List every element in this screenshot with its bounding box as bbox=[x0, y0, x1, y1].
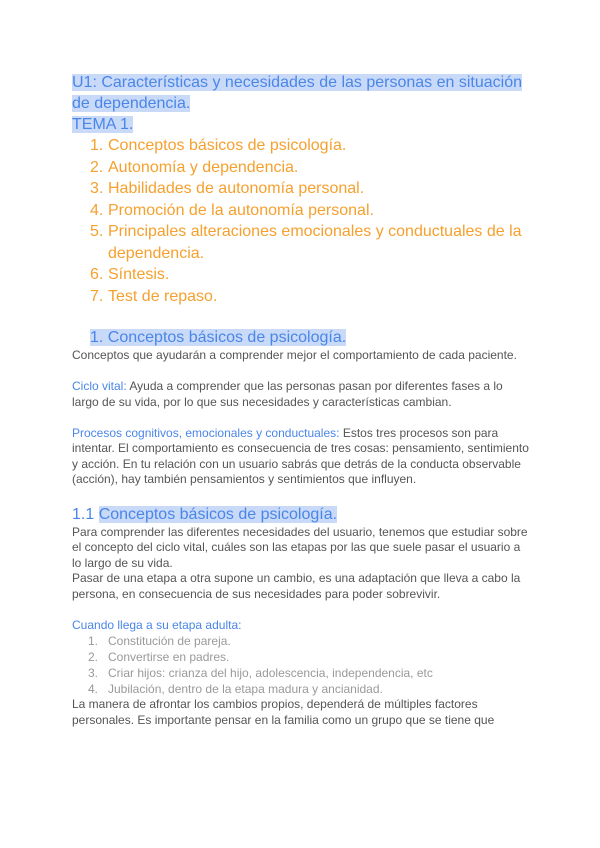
toc-item bbox=[72, 135, 532, 157]
procesos-paragraph bbox=[72, 426, 532, 488]
section-1-1-paragraph-2: Pasar de una etapa a otra supone un cambio, es una adaptación que lleva a cabo la persona, en consecuencia de sus necesidades para poder sobrevivir. bbox=[72, 571, 521, 601]
toc-item-label: Test de repaso. bbox=[108, 287, 218, 305]
toc-item-number: 2. bbox=[90, 158, 104, 176]
tema-label-text: TEMA 1. bbox=[72, 116, 134, 133]
toc-item-label: Promoción de la autonomía personal. bbox=[108, 201, 374, 219]
toc-item bbox=[72, 200, 532, 222]
list-item bbox=[72, 633, 532, 649]
ciclo-vital-term: Ciclo vital: bbox=[72, 379, 127, 393]
document-title-text: U1: Características y necesidades de las personas en situación de dependencia. bbox=[72, 74, 523, 112]
list-item-number: 4. bbox=[88, 682, 99, 696]
section-1-1-paragraph-1: Para comprender las diferentes necesidades del usuario, tenemos que estudiar sobre el concepto del ciclo vital, cuáles son las etapas por las que suele pasar el usuario a lo largo de su vida. bbox=[72, 524, 528, 570]
toc-item-label: Principales alteraciones emocionales y conductuales de la dependencia. bbox=[108, 223, 522, 262]
section-1-intro: Conceptos que ayudarán a comprender mejor el comportamiento de cada paciente. bbox=[72, 348, 517, 362]
tema-label bbox=[72, 114, 532, 135]
list-item-label: Constitución de pareja. bbox=[108, 634, 231, 648]
toc-item-number: 6. bbox=[90, 266, 104, 283]
spacer bbox=[72, 410, 532, 426]
toc-item-label: Síntesis. bbox=[108, 266, 170, 283]
toc-item bbox=[72, 157, 532, 179]
adult-stage-list bbox=[72, 633, 532, 697]
adult-stage-heading: Cuando llega a su etapa adulta: bbox=[72, 617, 242, 632]
toc-item bbox=[72, 221, 532, 264]
toc-item-number: 4. bbox=[90, 201, 104, 219]
toc-item-label: Conceptos básicos de psicología. bbox=[108, 137, 347, 154]
section-1-heading-text: 1. Conceptos básicos de psicología. bbox=[90, 329, 347, 346]
procesos-term: Procesos cognitivos, emocionales y conductuales: bbox=[72, 425, 340, 440]
list-item-label: Convertirse en padres. bbox=[108, 650, 230, 664]
toc-item-number: 7. bbox=[90, 287, 104, 305]
section-1-heading bbox=[72, 327, 532, 348]
list-item-number: 1. bbox=[88, 634, 99, 648]
section-1-1-heading-text: Conceptos básicos de psicología. bbox=[98, 505, 338, 523]
section-1-1-number: 1.1 bbox=[72, 505, 95, 523]
toc-item bbox=[72, 286, 532, 308]
toc-item-number: 1. bbox=[90, 137, 104, 154]
spacer bbox=[72, 602, 532, 618]
toc-item-number: 5. bbox=[90, 223, 104, 240]
ciclo-vital-text: Ayuda a comprender que las personas pasan por diferentes fases a lo largo de su vida, por lo que sus necesidades y características cambian. bbox=[72, 379, 503, 409]
procesos-text: Estos tres procesos son para intentar. El comportamiento es consecuencia de tres cosas: pensamiento, sentimiento y acción. En tu relación con un usuario sabrás que detrás de la conducta observable (acción), hay también pensamientos y sentimientos que influyen. bbox=[72, 425, 529, 486]
toc-item-label: Habilidades de autonomía personal. bbox=[108, 180, 365, 197]
list-item-label: Jubilación, dentro de la etapa madura y ancianidad. bbox=[108, 682, 383, 696]
section-1-1-heading bbox=[72, 504, 532, 525]
list-item bbox=[72, 665, 532, 681]
ciclo-vital-paragraph bbox=[72, 379, 532, 410]
document-page bbox=[72, 72, 532, 728]
list-item-label: Criar hijos: crianza del hijo, adolescencia, independencia, etc bbox=[108, 666, 433, 680]
list-item bbox=[72, 681, 532, 697]
list-item-number: 3. bbox=[88, 666, 99, 680]
toc-item-number: 3. bbox=[90, 180, 104, 197]
toc-item-label: Autonomía y dependencia. bbox=[108, 158, 299, 176]
table-of-contents bbox=[72, 135, 532, 307]
toc-item bbox=[72, 178, 532, 200]
section-1-1-paragraph-3: La manera de afrontar los cambios propios, dependerá de múltiples factores personales. Es importante pensar en la familia como un grupo que se tiene que bbox=[72, 697, 495, 727]
list-item-number: 2. bbox=[88, 650, 99, 664]
list-item bbox=[72, 649, 532, 665]
document-title bbox=[72, 72, 532, 114]
toc-item bbox=[72, 264, 532, 286]
spacer bbox=[72, 364, 532, 380]
